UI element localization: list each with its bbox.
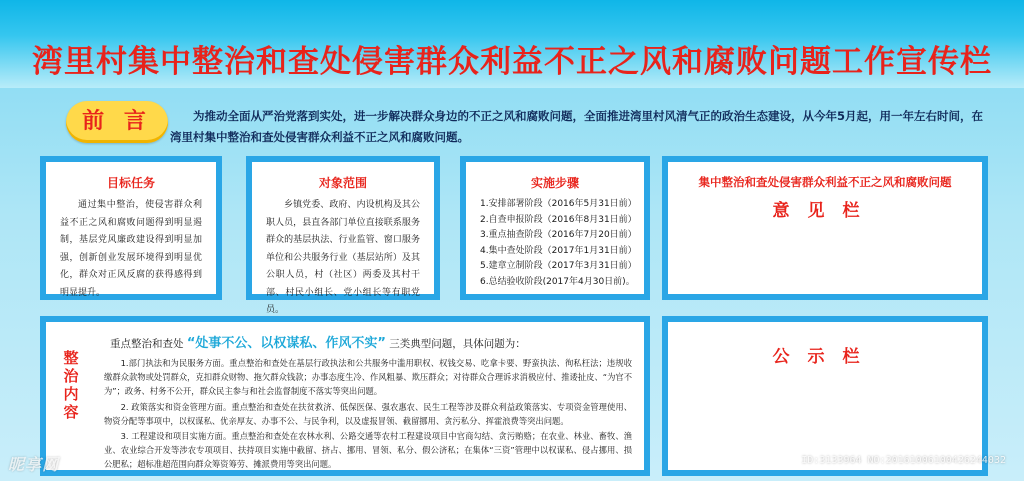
list-item: 3.重点抽查阶段（2016年7月20日前） [480,230,637,240]
watermark-id: ID:3133964 NO:20161006100426244032 [801,455,1006,466]
list-item: 2. 政策落实和资金管理方面。重点整治和查处在扶贫救济、低保医保、强农惠农、民生工程等涉及群众利益政策落实、专项资金管理使用、物资分配等事项中，以权谋私、优亲厚友、办事不公、与民争利，以及虚报冒领、截留挪用、贪污私分、挥霍浪费等突出问题。 [104,401,632,426]
steps-list [466,191,644,290]
steps-heading: 实施步骤 [530,176,579,190]
scope-heading: 对象范围 [318,176,367,190]
list-item: 2.自查申报阶段（2016年8月31日前） [480,214,637,225]
scope-text: 乡镇党委、政府、内设机构及其公职人员，县直各部门单位直接联系服务群众的基层执法、行业监管、窗口服务单位和公共服务行业（基层站所）及其公职人员，村（社区）两委及其村干部、村民小组长、党小组长等有职党员。 [266,200,420,315]
page-title: 湾里村集中整治和查处侵害群众利益不正之风和腐败问题工作宣传栏 [32,44,992,80]
rectification-intro [110,332,526,351]
list-item: 1.安排部署阶段（2016年5月31日前） [480,199,637,209]
preface-badge: 前 言 [66,101,168,143]
rectification-list [104,356,632,473]
scope-panel [246,156,440,315]
watermark-logo: 昵享网 [8,455,60,474]
goal-text: 通过集中整治，使侵害群众利益不正之风和腐败问题得到明显遏制，基层党风廉政建设得到明显加强，创新创业发展环境得到明显优化，群众对正风反腐的获得感得到明显提升。 [60,200,202,298]
list-item: 4.集中查处阶段（2017年1月31日前） [480,245,637,256]
list-item: 6.总结验收阶段(2017年4月30日前)。 [480,276,635,287]
intro-suffix: 三类典型问题，具体问题为： [389,338,526,350]
list-item: 1.部门执法和为民服务方面。重点整治和查处在基层行政执法和公共服务中滥用职权、权钱交易、吃拿卡要、野蛮执法、徇私枉法；违规收缴群众款物或处罚群众，克扣群众财物、拖欠群众钱款；办事态度生冷、作风粗暴、欺压群众；对待群众合理诉求消极应付、推诿扯皮、“为官不为”；政务、村务不公开，群众民主参与和社会监督制度不落实等突出问题。 [104,358,632,397]
steps-panel [460,156,650,300]
opinion-title: 意见栏 [772,201,878,221]
preface-text: 为推动全面从严治党落到实处，进一步解决群众身边的不正之风和腐败问题，全面推进湾里村风清气正的政治生态建设，从今年5月起，用一年左右时间，在湾里村集中整治和查处侵害群众利益不正之风和腐败问题。 [170,109,983,144]
list-item: 5.建章立制阶段（2017年3月31日前） [480,261,637,271]
public-notice-title: 公示栏 [772,347,878,367]
opinion-panel [662,156,988,300]
slogan: “处事不公、以权谋私、作风不实” [186,336,386,351]
public-notice-panel [662,316,988,476]
rectification-side-label: 整治内容 [63,349,79,421]
goal-heading: 目标任务 [106,176,155,190]
opinion-heading: 集中整治和查处侵害群众利益不正之风和腐败问题 [698,175,952,189]
intro-prefix: 重点整治和查处 [110,338,184,350]
goal-panel [40,156,222,300]
list-item: 3. 工程建设和项目实施方面。重点整治和查处在农林水利、公路交通等农村工程建设项目中官商勾结、贪污贿赂；在农业、林业、畜牧、渔业、农业综合开发等涉农专项项目、扶持项目实施中截留、挤占、挪用、冒领、私分、假公济私；在集体“三资”管理中以权谋私、侵占挪用、损公肥私；超标准超范围向群众筹资筹劳、摊派费用等突出问题。 [104,431,632,470]
